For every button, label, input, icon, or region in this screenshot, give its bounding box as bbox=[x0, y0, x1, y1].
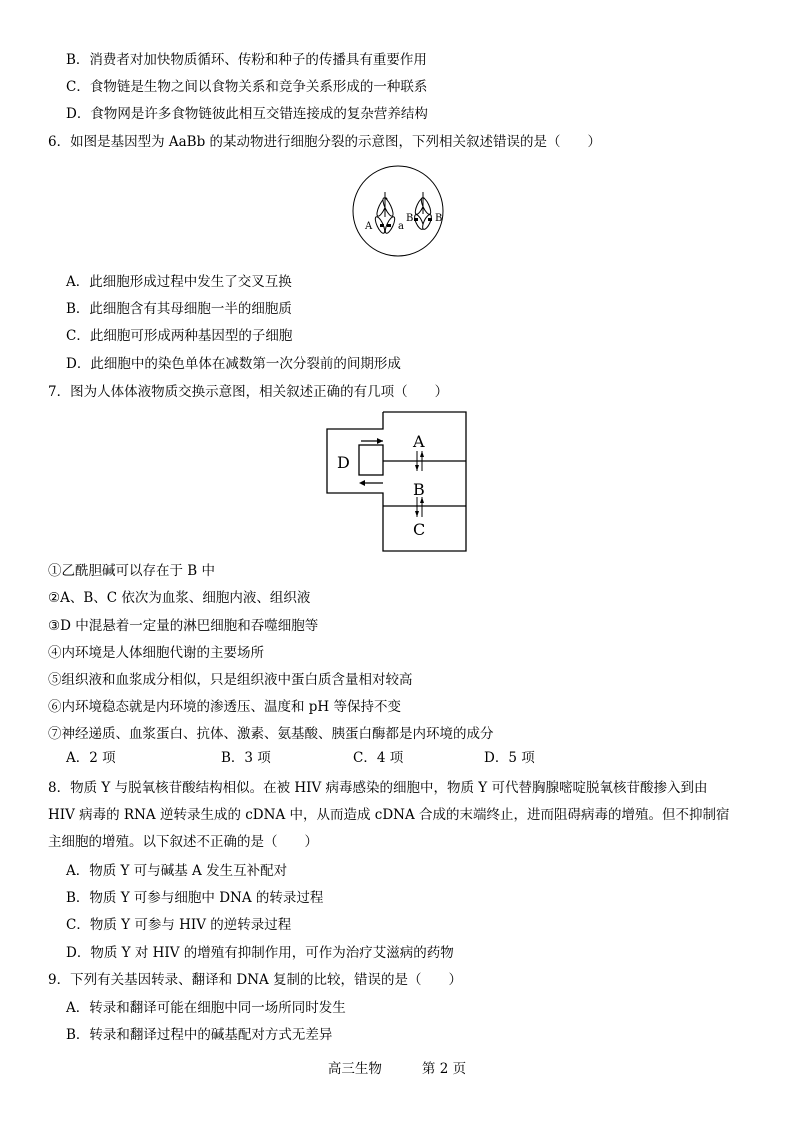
q8-option-a: A．物质 Y 可与碱基 A 发生互补配对 bbox=[66, 863, 288, 879]
q9-option-b: B．转录和翻译过程中的碱基配对方式无差异 bbox=[66, 1027, 333, 1043]
q7-statement-1: ①乙酰胆碱可以存在于 B 中 bbox=[48, 563, 216, 579]
label-A: A bbox=[365, 221, 373, 232]
option-b: B．消费者对加快物质循环、传粉和种子的传播具有重要作用 bbox=[66, 52, 427, 68]
option-c: C．食物链是生物之间以食物关系和竞争关系形成的一种联系 bbox=[66, 79, 428, 95]
q7-option-c: C．4 项 bbox=[353, 750, 404, 766]
label-a: a bbox=[398, 221, 404, 232]
label-B-left: B bbox=[406, 213, 414, 224]
q6-option-d: D．此细胞中的染色单体在减数第一次分裂前的间期形成 bbox=[66, 356, 401, 372]
label-C: C bbox=[413, 520, 426, 539]
question-8-stem-line-2: HIV 病毒的 RNA 逆转录生成的 cDNA 中，从而造成 cDNA 合成的末端终止，进而阻碍病毒的增殖。但不抑制宿 bbox=[48, 807, 730, 823]
q9-option-a: A．转录和翻译可能在细胞中同一场所同时发生 bbox=[66, 1000, 346, 1016]
footer-page-number: 第 2 页 bbox=[421, 1061, 467, 1077]
page-footer bbox=[0, 1060, 794, 1078]
q8-option-d: D．物质 Y 对 HIV 的增殖有抑制作用，可作为治疗艾滋病的药物 bbox=[66, 945, 454, 961]
option-d: D．食物网是许多食物链彼此相互交错连接成的复杂营养结构 bbox=[66, 106, 428, 122]
question-6-stem: 6．如图是基因型为 AaBb 的某动物进行细胞分裂的示意图，下列相关叙述错误的是（ ） bbox=[48, 134, 602, 150]
label-D: D bbox=[337, 453, 350, 472]
question-8-stem-line-1: 8．物质 Y 与脱氧核苷酸结构相似。在被 HIV 病毒感染的细胞中，物质 Y 可代替胸腺嘧啶脱氧核苷酸掺入到由 bbox=[48, 780, 708, 796]
q6-option-c: C．此细胞可形成两种基因型的子细胞 bbox=[66, 328, 293, 344]
q6-option-a: A．此细胞形成过程中发生了交叉互换 bbox=[66, 274, 292, 290]
footer-subject: 高三生物 bbox=[327, 1061, 382, 1077]
q7-statement-4: ④内环境是人体细胞代谢的主要场所 bbox=[48, 645, 264, 661]
question-9-stem: 9．下列有关基因转录、翻译和 DNA 复制的比较，错误的是（ ） bbox=[48, 972, 463, 988]
q7-statement-5: ⑤组织液和血浆成分相似，只是组织液中蛋白质含量相对较高 bbox=[48, 672, 413, 688]
label-B: B bbox=[413, 480, 425, 499]
q8-option-c: C．物质 Y 可参与 HIV 的逆转录过程 bbox=[66, 917, 292, 933]
q7-statement-3: ③D 中混悬着一定量的淋巴细胞和吞噬细胞等 bbox=[48, 618, 319, 634]
chromosome-right bbox=[413, 192, 433, 231]
q7-statement-2: ②A、B、C 依次为血浆、细胞内液、组织液 bbox=[48, 590, 311, 606]
q7-option-b: B．3 项 bbox=[221, 750, 271, 766]
question-8-stem-line-3: 主细胞的增殖。以下叙述不正确的是（ ） bbox=[48, 834, 318, 850]
q7-option-a: A．2 项 bbox=[66, 750, 116, 766]
label-A: A bbox=[413, 432, 425, 451]
question-7-stem: 7．图为人体体液物质交换示意图，相关叙述正确的有几项（ ） bbox=[48, 384, 449, 400]
label-B-right: B bbox=[435, 213, 443, 224]
q7-option-d: D．5 项 bbox=[484, 750, 535, 766]
chromosome-left bbox=[373, 192, 396, 234]
q7-statement-7: ⑦神经递质、血浆蛋白、抗体、激素、氨基酸、胰蛋白酶都是内环境的成分 bbox=[48, 726, 494, 742]
q8-option-b: B．物质 Y 可参与细胞中 DNA 的转录过程 bbox=[66, 890, 324, 906]
q7-statement-6: ⑥内环境稳态就是内环境的渗透压、温度和 pH 等保持不变 bbox=[48, 699, 401, 715]
q6-option-b: B．此细胞含有其母细胞一半的细胞质 bbox=[66, 301, 292, 317]
cell-division-figure bbox=[351, 164, 445, 258]
body-fluid-diagram bbox=[325, 411, 470, 553]
